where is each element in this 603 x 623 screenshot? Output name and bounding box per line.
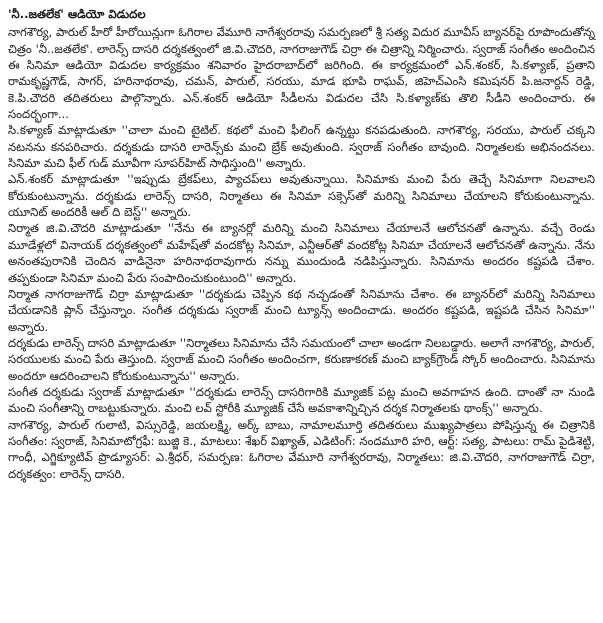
paragraph-nagaraju-goud-quote: నిర్మాత నాగరాజుగౌడ్ చిర్రా మాట్లాడుతూ ''దర్శకుడు చెప్పిన కథ నచ్చడంతో సినిమాను చేశాం. ఈ బ్యానర్‌లో మరిన్ని సినిమాలు చేయడానికి ప్లాన్ చేస్తున్నాం. సంగీత దర్శకుడు స్వరాజ్ మంచి ట్యూన్స్ అందించాడు. అందరం కష్టపడి, ఇష్టపడి చేసిన సినిమా'' అన్నారు. [8,286,595,334]
paragraph-director-quote: దర్శకుడు లారెన్స్ దాసరి మాట్లాడుతూ ''నిర్మాతలు సినిమాను చేసే సమయంలో చాలా అండగా నిలబడ్డారు. అలాగే నాగశౌర్య, పారుల్, సరయులకు మంచి పేరు తెస్తుంది. స్వరాజ్ మంచి సంగీతం అందించగా, కరుణాకరణ్ మంచి బ్యాక్‌గ్రౌండ్ స్కోర్ అందించారు. సినిమాను అందరూ ఆదరించాలని కోరుకుంటున్నాను'' అన్నారు. [8,335,596,383]
paragraph-gv-chowdary-quote: నిర్మాత జి.వి.చౌదరి మాట్లాడుతూ ''నేను ఈ బ్యానర్లో మరిన్ని మంచి సినిమాలు చేయాలనే ఆలోచనతో ఉన్నాను. వచ్చే రెండు మూడేళ్లలో వినాయక్ దర్శకత్వంలో మహేష్‌తో వందకోట్ల సినిమా, ఎన్టీఆర్‌తో వందకోట్ల సినిమా చేయాలనే ఆలోచనతో ఉన్నాను. నేను అనంతపురానికి చెందిన వాడినైనా హరినాథరావుగారు నన్ను ముందుండి నడిపిస్తున్నారు. సినిమాను అందరం కష్టపడి చేశాం. తప్పకుండా సినిమా మంచి పేరు సంపాదించుకుంటుంది'' అన్నారు. [8,221,595,285]
paragraph-credits: నాగశౌర్య, పారుల్ గులాటి, విస్సురెడ్డి, జయలక్ష్మి, అర్క్ బాబు, నామాలమూర్తి తదితరులు ముఖ్యపాత్రలు పోషిస్తున్న ఈ చిత్రానికి సంగీతం: స్వరాజ్, సినిమాటోగ్రఫీ: బుజ్జి కె., మాటలు: శేఖర్ విఖ్యాత్, ఎడిటింగ్: నందమూరి హరి, ఆర్ట్: సత్య, పాటలు: రామ్ పైడిశెట్టి, గాంధీ, ఎగ్జిక్యూటివ్ ప్రొడ్యూసర్: ఎ.శ్రీధర్, సమర్పణ: ఓగిరాల వేమూరి నాగేశ్వరరావు, నిర్మాతలు: జి.వి.చౌదరి, నాగరాజుగౌడ్ చిర్రా, దర్శకత్వం: లారెన్స్ దాసరి. [8,417,595,481]
paragraph-n-shankar-quote: ఎన్.శంకర్ మాట్లాడుతూ ''ఇప్పుడు బ్రేకప్‌లు, ప్యాచప్‌లు అవుతున్నాయి. సినిమాకు మంచి పేరు తెచ్చే సినిమాగా నిలవాలని కోరుకుంటున్నాను. దర్శకుడు లారెన్స్ దాసరి, నిర్మాతలు ఈ సినిమా సక్సెస్‌తో మరిన్ని సినిమాలు చేయాలని కోరుకుంటున్నాను. యూనిట్ అందరికీ ఆల్ ది బెస్ట్'' అన్నారు. [8,172,595,220]
paragraph-c-kalyan-quote: సి.కళ్యాణ్ మాట్లాడుతూ ''చాలా మంచి టైటిల్. కథలో మంచి ఫీలింగ్ ఉన్నట్టు కనపడుతుంది. నాగశౌర్య, సరయు, పారుల్ చక్కని నటనను కనపరిచారు. దర్శకుడు దాసరి లారెన్స్‌కు మంచి బ్రేక్ అవుతుంది. స్వరాజ్ సంగీతం బావుంది. నిర్మాతలకు అభినందనలు. సినిమా మచి ఫీల్ గుడ్ మూవీగా సూపర్‌హిట్ సాధిస్తుంది'' అన్నారు. [8,123,595,171]
paragraph-intro: నాగశౌర్య, పారుల్ హీరో హీరోయిన్లుగా ఓగిరాల వేమూరి నాగేశ్వరరావు సమర్పణలో శ్రీ సత్య విదుర మూవీస్ బ్యానర్‌పై రూపొందుతోన్న చిత్రం 'నీ..జతలేక'. లారెన్స్ దాసరి దర్శకత్వంలో జి.వి.చౌదరి, నాగరాజుగౌడ్ చిర్రా ఈ చిత్రాన్ని నిర్మించారు. స్వరాజ్ సంగీతం అందించిన ఈ సినిమా ఆడియో విడుదల కార్యక్రమం శనివారం హైదరాబాద్‌లో జరిగింది. ఈ కార్యక్రమంలో ఎన్.శంకర్, సి.కళ్యాణ్, ప్రతాని రామకృష్ణగౌడ్, సాగర్, హరినాథరావు, చమన్, పారుల్, సరయు, మాడ భూపి రాఘవ్, జిహెచ్ఎంసి కమిషనర్ పి.జనార్దన్ రెడ్డి, కె.పి.చౌదరి తదితరులు పాల్గొన్నారు. ఎన్.శంకర్ ఆడియో సీడీలను విడుదల చేసి సి.కళ్యాణ్‌కు తొలి సీడీని అందించారు. ఈ సందర్భంగా... [8,25,595,122]
paragraph-music-director-quote: సంగీత దర్శకుడు స్వరాజ్ మాట్లాడుతూ ''దర్శకుడు లారెన్స్ దాసరిగారికి మ్యూజిక్ పట్ల మంచి అవగాహన ఉంది. దాంతో నా నుండి మంచి సంగీతాన్ని రాబట్టుకున్నారు. మంచి లవ్ స్టోరీకి మ్యూజిక్ చేసే అవకాశాన్నిచ్చిన దర్శక నిర్మాతలకు థాంక్స్'' అన్నారు. [8,384,595,416]
article-headline: 'నీ..జతలేక' ఆడియో విడుదల [8,7,146,21]
